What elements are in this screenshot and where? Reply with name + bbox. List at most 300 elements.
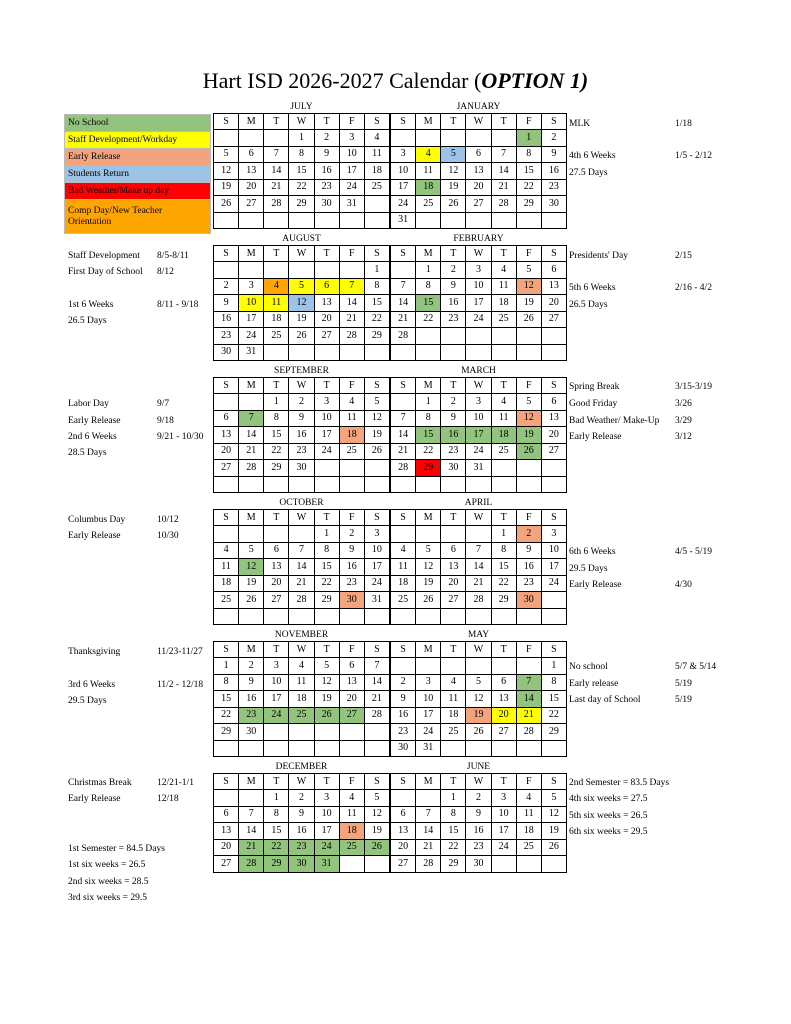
day-cell: [441, 740, 466, 757]
day-header: T: [441, 642, 466, 658]
day-cell: 23: [466, 839, 491, 856]
day-header: W: [466, 642, 491, 658]
left-note-value: 10/30: [157, 531, 179, 541]
day-cell: 11: [289, 674, 314, 691]
week-row: [391, 823, 567, 840]
week-row: [214, 328, 390, 345]
week-row: [391, 212, 567, 229]
day-cell: 2: [214, 278, 239, 295]
month-calendar-march: [390, 377, 567, 493]
day-cell: 20: [264, 575, 289, 592]
day-cell: 22: [416, 311, 441, 328]
day-cell: 10: [466, 278, 491, 295]
title-text: Hart ISD 2026-2027 Calendar (: [202, 68, 482, 93]
day-cell: 4: [391, 542, 416, 559]
day-cell: 13: [441, 559, 466, 576]
day-cell: 8: [264, 806, 289, 823]
week-row: [391, 410, 567, 427]
day-header: F: [339, 378, 364, 394]
day-cell: 9: [339, 542, 364, 559]
day-cell: 28: [264, 196, 289, 213]
day-cell: 22: [441, 839, 466, 856]
day-cell: 29: [264, 856, 289, 873]
day-cell: 21: [491, 179, 516, 196]
day-header: F: [339, 114, 364, 130]
day-cell: 26: [466, 724, 491, 741]
day-header: T: [264, 642, 289, 658]
day-cell: [364, 460, 389, 477]
left-note-label: Early Release: [68, 416, 121, 426]
week-row: [391, 839, 567, 856]
day-header: S: [214, 378, 239, 394]
day-cell: [466, 344, 491, 361]
day-cell: 17: [541, 559, 566, 576]
day-header: W: [289, 114, 314, 130]
day-cell: 12: [516, 410, 541, 427]
day-cell: 11: [491, 410, 516, 427]
week-row: [391, 542, 567, 559]
day-cell: 6: [239, 146, 264, 163]
day-cell: 3: [264, 658, 289, 675]
day-cell: 22: [364, 311, 389, 328]
day-cell: 19: [364, 427, 389, 444]
left-note-value: 10/12: [157, 515, 179, 525]
day-cell: 21: [264, 179, 289, 196]
day-cell: [391, 262, 416, 279]
right-note-label: 5th six weeks = 26.5: [569, 811, 648, 821]
left-note-label: Christmas Break: [68, 778, 132, 788]
week-row: [214, 311, 390, 328]
right-note-value: 3/15-3/19: [675, 382, 712, 392]
day-cell: [239, 790, 264, 807]
left-note-label: 3rd six weeks = 29.5: [68, 893, 147, 903]
day-cell: 6: [264, 542, 289, 559]
day-cell: 21: [339, 311, 364, 328]
day-cell: [364, 724, 389, 741]
day-cell: 12: [541, 806, 566, 823]
day-cell: 12: [214, 163, 239, 180]
day-header: W: [466, 246, 491, 262]
day-cell: 15: [516, 163, 541, 180]
day-header-row: [214, 378, 390, 394]
day-cell: [516, 460, 541, 477]
day-cell: 7: [391, 278, 416, 295]
week-row: [214, 575, 390, 592]
day-cell: 19: [239, 575, 264, 592]
day-cell: 25: [491, 311, 516, 328]
day-cell: 30: [289, 460, 314, 477]
right-note-label: 27.5 Days: [569, 168, 608, 178]
day-header-row: [391, 642, 567, 658]
day-cell: 28: [239, 460, 264, 477]
week-row: [391, 179, 567, 196]
day-cell: 24: [264, 707, 289, 724]
day-cell: [214, 740, 239, 757]
day-cell: 9: [289, 806, 314, 823]
day-cell: 2: [541, 130, 566, 147]
day-cell: 18: [416, 179, 441, 196]
day-cell: 19: [466, 707, 491, 724]
day-header: T: [314, 246, 339, 262]
day-cell: 10: [541, 542, 566, 559]
day-cell: [516, 212, 541, 229]
month-calendar-january: [390, 113, 567, 229]
day-cell: 15: [364, 295, 389, 312]
day-cell: 31: [466, 460, 491, 477]
day-cell: [466, 212, 491, 229]
day-header: T: [264, 510, 289, 526]
day-cell: 22: [214, 707, 239, 724]
day-cell: 19: [214, 179, 239, 196]
day-cell: 26: [364, 443, 389, 460]
legend-row: [65, 166, 211, 183]
day-header: S: [541, 246, 566, 262]
day-cell: 12: [314, 674, 339, 691]
week-row: [214, 212, 390, 229]
day-header: F: [516, 114, 541, 130]
day-cell: 6: [541, 262, 566, 279]
day-cell: 5: [441, 146, 466, 163]
day-cell: [391, 344, 416, 361]
day-cell: 5: [314, 658, 339, 675]
day-header: M: [239, 114, 264, 130]
week-row: [214, 790, 390, 807]
day-cell: 8: [214, 674, 239, 691]
month-name: OCTOBER: [279, 498, 324, 508]
day-cell: 16: [314, 163, 339, 180]
left-note-label: Labor Day: [68, 399, 109, 409]
day-cell: 25: [441, 724, 466, 741]
left-note-label: First Day of School: [68, 267, 143, 277]
day-cell: 20: [239, 179, 264, 196]
day-cell: 31: [416, 740, 441, 757]
day-cell: 8: [516, 146, 541, 163]
day-cell: [541, 328, 566, 345]
week-row: [391, 278, 567, 295]
day-cell: [541, 476, 566, 493]
day-cell: 1: [264, 790, 289, 807]
day-cell: 22: [541, 707, 566, 724]
day-cell: 7: [239, 806, 264, 823]
day-cell: 16: [214, 311, 239, 328]
day-cell: 21: [466, 575, 491, 592]
day-header: S: [214, 246, 239, 262]
day-cell: 16: [391, 707, 416, 724]
day-cell: [416, 526, 441, 543]
left-note-value: 8/11 - 9/18: [157, 300, 199, 310]
week-row: [214, 559, 390, 576]
day-cell: 19: [314, 691, 339, 708]
day-header: T: [314, 774, 339, 790]
day-header: S: [364, 246, 389, 262]
day-cell: 25: [289, 707, 314, 724]
week-row: [214, 427, 390, 444]
day-cell: 4: [214, 542, 239, 559]
day-cell: 24: [416, 724, 441, 741]
day-cell: 29: [364, 328, 389, 345]
day-cell: [541, 592, 566, 609]
week-row: [214, 823, 390, 840]
day-header: T: [491, 642, 516, 658]
week-row: [214, 344, 390, 361]
day-cell: [264, 608, 289, 625]
day-cell: [264, 724, 289, 741]
day-cell: [416, 658, 441, 675]
day-cell: 5: [214, 146, 239, 163]
week-row: [214, 806, 390, 823]
day-cell: [339, 740, 364, 757]
right-note-value: 3/29: [675, 416, 692, 426]
day-cell: 1: [264, 394, 289, 411]
day-cell: 12: [364, 806, 389, 823]
right-note-label: 4th six weeks = 27.5: [569, 794, 648, 804]
day-cell: 14: [289, 559, 314, 576]
day-cell: [441, 130, 466, 147]
day-cell: 19: [441, 179, 466, 196]
week-row: [391, 163, 567, 180]
day-cell: 13: [491, 691, 516, 708]
left-note-label: Columbus Day: [68, 515, 126, 525]
day-cell: 6: [314, 278, 339, 295]
day-cell: 23: [289, 839, 314, 856]
day-header: F: [339, 642, 364, 658]
day-cell: 13: [214, 823, 239, 840]
day-cell: 8: [491, 542, 516, 559]
day-header-row: [391, 114, 567, 130]
day-cell: 31: [364, 592, 389, 609]
day-cell: 4: [491, 394, 516, 411]
day-cell: [516, 856, 541, 873]
day-cell: 18: [364, 163, 389, 180]
day-cell: 6: [466, 146, 491, 163]
day-cell: 17: [264, 691, 289, 708]
day-cell: [364, 344, 389, 361]
day-cell: 7: [516, 674, 541, 691]
legend-row: [65, 132, 211, 149]
day-cell: 2: [314, 130, 339, 147]
day-cell: 11: [491, 278, 516, 295]
day-cell: 13: [541, 278, 566, 295]
week-row: [214, 674, 390, 691]
day-cell: 13: [391, 823, 416, 840]
day-cell: 2: [441, 262, 466, 279]
day-cell: [339, 460, 364, 477]
day-cell: 2: [391, 674, 416, 691]
day-cell: 27: [466, 196, 491, 213]
day-header: T: [441, 378, 466, 394]
day-cell: 15: [441, 823, 466, 840]
left-note-value: 12/18: [157, 794, 179, 804]
day-cell: 11: [364, 146, 389, 163]
day-cell: 11: [264, 295, 289, 312]
month-calendar-july: [213, 113, 390, 229]
day-cell: 21: [391, 311, 416, 328]
day-cell: 17: [314, 427, 339, 444]
month-name: NOVEMBER: [274, 630, 329, 640]
day-cell: [239, 212, 264, 229]
day-cell: [441, 212, 466, 229]
day-cell: 3: [416, 674, 441, 691]
day-cell: 9: [314, 146, 339, 163]
left-note-value: 11/23-11/27: [157, 647, 203, 657]
day-cell: [339, 262, 364, 279]
day-header: M: [239, 510, 264, 526]
day-cell: 30: [314, 196, 339, 213]
day-cell: 14: [364, 674, 389, 691]
day-cell: 7: [239, 410, 264, 427]
left-note-label: 1st Semester = 84.5 Days: [68, 844, 165, 854]
week-row: [214, 146, 390, 163]
day-cell: 26: [516, 311, 541, 328]
day-cell: 12: [289, 295, 314, 312]
month-calendar-december: [213, 773, 390, 873]
day-cell: [314, 724, 339, 741]
legend-table: [64, 114, 211, 234]
day-cell: 4: [364, 130, 389, 147]
day-cell: 9: [441, 410, 466, 427]
day-cell: 21: [289, 575, 314, 592]
day-header-row: [214, 510, 390, 526]
day-header: S: [214, 510, 239, 526]
day-cell: 2: [289, 394, 314, 411]
legend-item: Early Release: [65, 149, 211, 166]
right-note-label: MLK: [569, 119, 591, 129]
day-cell: [264, 526, 289, 543]
day-cell: 2: [289, 790, 314, 807]
day-header: F: [516, 510, 541, 526]
day-cell: 3: [339, 130, 364, 147]
week-row: [214, 691, 390, 708]
day-cell: 22: [264, 839, 289, 856]
left-note-value: 9/21 - 10/30: [157, 432, 204, 442]
day-cell: 21: [416, 839, 441, 856]
left-note-label: 1st 6 Weeks: [68, 300, 114, 310]
day-cell: 18: [339, 427, 364, 444]
day-header: T: [491, 774, 516, 790]
day-cell: 20: [541, 427, 566, 444]
day-cell: 23: [214, 328, 239, 345]
month-name: JULY: [290, 102, 313, 112]
week-row: [214, 542, 390, 559]
day-cell: [264, 476, 289, 493]
day-header: T: [264, 114, 289, 130]
day-cell: 24: [239, 328, 264, 345]
day-cell: 10: [364, 542, 389, 559]
day-cell: 26: [314, 707, 339, 724]
week-row: [391, 460, 567, 477]
day-cell: 28: [391, 328, 416, 345]
right-note-value: 5/19: [675, 695, 692, 705]
day-cell: 13: [466, 163, 491, 180]
day-header-row: [214, 642, 390, 658]
day-cell: [516, 608, 541, 625]
day-cell: 20: [339, 691, 364, 708]
day-cell: [391, 658, 416, 675]
day-header: M: [416, 246, 441, 262]
day-cell: 8: [289, 146, 314, 163]
left-note-label: 1st six weeks = 26.5: [68, 860, 146, 870]
day-cell: [466, 328, 491, 345]
week-row: [214, 526, 390, 543]
week-row: [214, 295, 390, 312]
day-cell: 21: [239, 839, 264, 856]
day-cell: [441, 328, 466, 345]
day-cell: [391, 394, 416, 411]
week-row: [391, 526, 567, 543]
week-row: [391, 476, 567, 493]
day-cell: [491, 344, 516, 361]
day-cell: 8: [364, 278, 389, 295]
week-row: [214, 608, 390, 625]
day-cell: 15: [264, 427, 289, 444]
day-cell: 9: [516, 542, 541, 559]
day-cell: [516, 328, 541, 345]
day-cell: 14: [516, 691, 541, 708]
day-header: W: [289, 510, 314, 526]
day-header: W: [466, 378, 491, 394]
week-row: [214, 278, 390, 295]
day-cell: 19: [541, 823, 566, 840]
day-cell: [264, 130, 289, 147]
day-cell: [264, 344, 289, 361]
day-cell: [264, 740, 289, 757]
day-cell: [214, 212, 239, 229]
week-row: [214, 856, 390, 873]
day-cell: [416, 608, 441, 625]
month-name: APRIL: [464, 498, 493, 508]
day-cell: 30: [214, 344, 239, 361]
day-cell: [214, 394, 239, 411]
day-cell: 19: [364, 823, 389, 840]
day-cell: 24: [466, 311, 491, 328]
day-cell: 19: [516, 427, 541, 444]
week-row: [391, 295, 567, 312]
day-cell: 8: [314, 542, 339, 559]
day-cell: 18: [264, 311, 289, 328]
day-cell: [466, 658, 491, 675]
day-cell: 20: [214, 839, 239, 856]
day-cell: 5: [466, 674, 491, 691]
day-cell: [516, 344, 541, 361]
day-cell: [491, 328, 516, 345]
day-cell: 1: [541, 658, 566, 675]
day-cell: 10: [491, 806, 516, 823]
day-cell: [491, 856, 516, 873]
day-cell: 17: [466, 427, 491, 444]
day-cell: 29: [441, 856, 466, 873]
week-row: [214, 163, 390, 180]
day-cell: 18: [441, 707, 466, 724]
day-cell: 24: [491, 839, 516, 856]
day-cell: 7: [491, 146, 516, 163]
day-cell: 2: [239, 658, 264, 675]
day-cell: [491, 658, 516, 675]
day-cell: 24: [339, 179, 364, 196]
day-cell: 31: [239, 344, 264, 361]
day-cell: [391, 608, 416, 625]
week-row: [391, 707, 567, 724]
week-row: [214, 443, 390, 460]
day-cell: 6: [214, 410, 239, 427]
day-cell: 16: [441, 427, 466, 444]
left-note-label: Staff Development: [68, 251, 140, 261]
day-cell: 19: [416, 575, 441, 592]
day-cell: 19: [516, 295, 541, 312]
month-calendar-april: [390, 509, 567, 625]
day-cell: 13: [239, 163, 264, 180]
day-cell: 27: [214, 856, 239, 873]
day-cell: [491, 740, 516, 757]
